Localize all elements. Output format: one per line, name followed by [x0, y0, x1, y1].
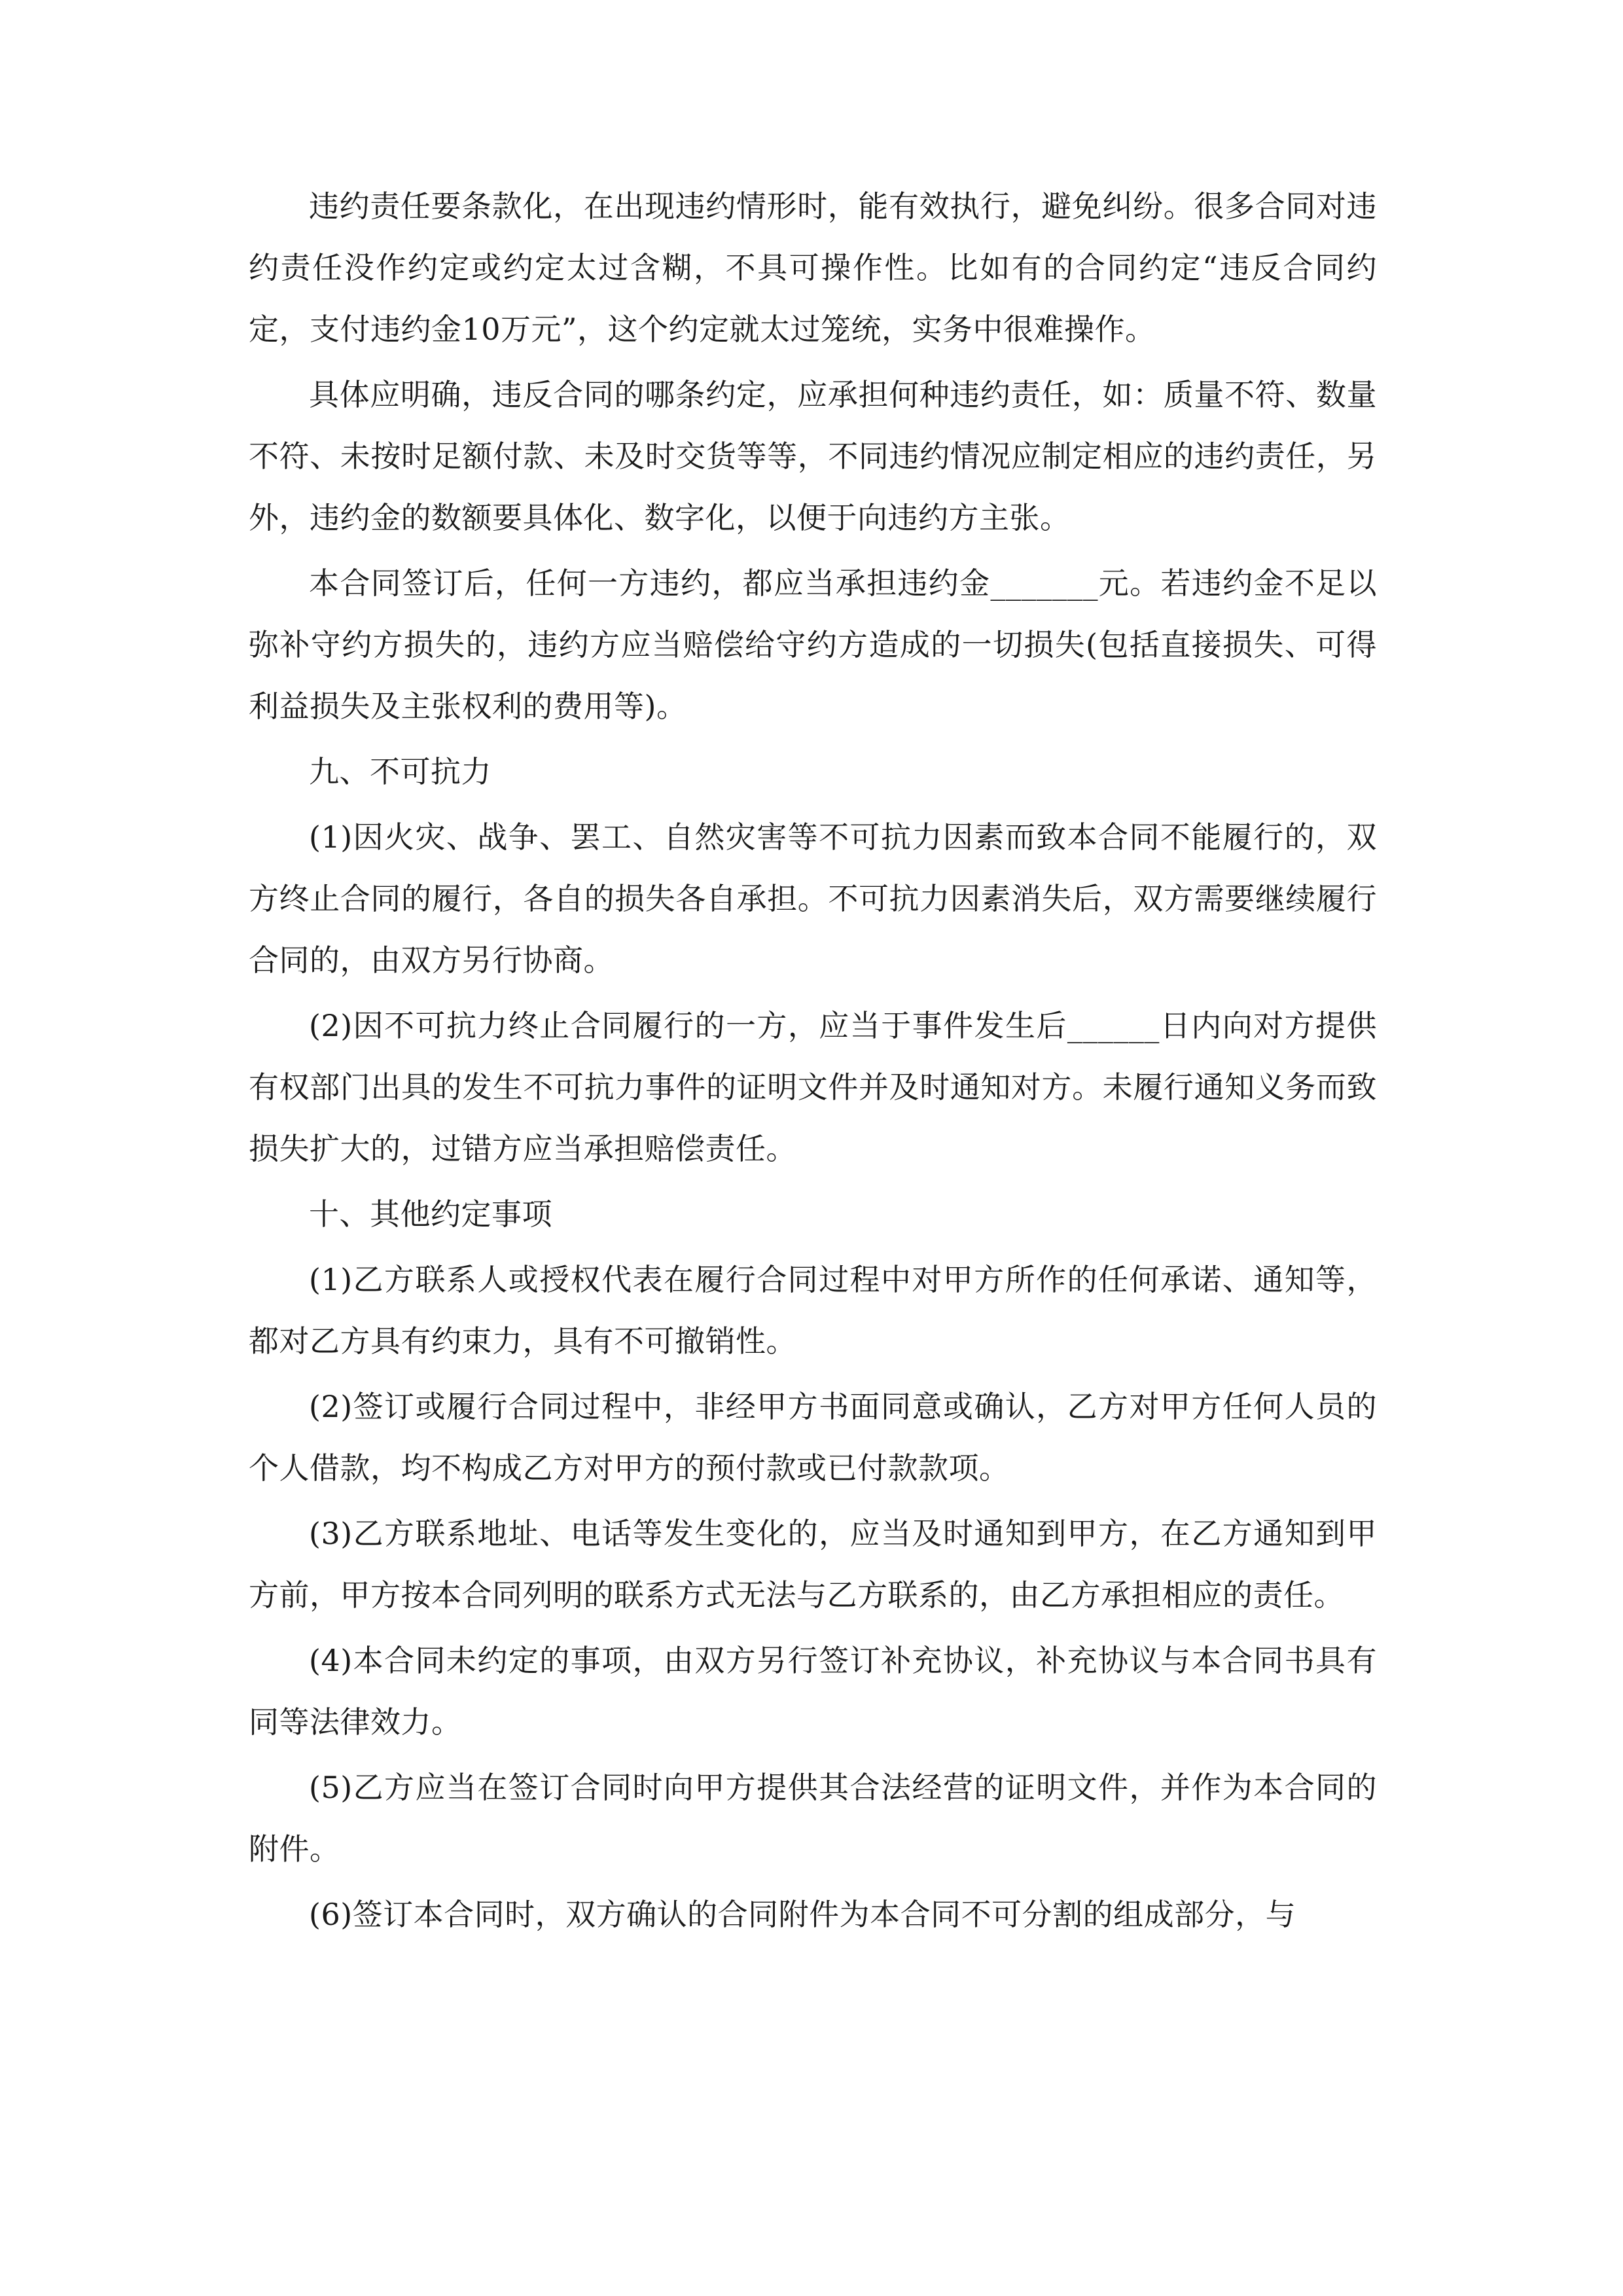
paragraph-other-5: (5)乙方应当在签订合同时向甲方提供其合法经营的证明文件，并作为本合同的附件。: [249, 1770, 1377, 1867]
paragraph-penalty-amount: 本合同签订后，任何一方违约，都应当承担违约金_______元。若违约金不足以弥补守约方损失的，违约方应当赔偿给守约方造成的一切损失(包括直接损失、可得利益损失及主张权利的费用等)。: [249, 565, 1377, 724]
paragraph-force-majeure-2: (2)因不可抗力终止合同履行的一方，应当于事件发生后______日内向对方提供有权部门出具的发生不可抗力事件的证明文件并及时通知对方。未履行通知义务而致损失扩大的，过错方应当承担赔偿责任。: [249, 1008, 1377, 1166]
paragraph-penalty-specifics: 具体应明确，违反合同的哪条约定，应承担何种违约责任，如：质量不符、数量不符、未按时足额付款、未及时交货等等，不同违约情况应制定相应的违约责任，另外，违约金的数额要具体化、数字化，以便于向违约方主张。: [249, 377, 1377, 535]
paragraph-penalty-clauses: 违约责任要条款化，在出现违约情形时，能有效执行，避免纠纷。很多合同对违约责任没作约定或约定太过含糊，不具可操作性。比如有的合同约定“违反合同约定，支付违约金10万元”，这个约定就太过笼统，实务中很难操作。: [249, 188, 1377, 347]
paragraph-other-6: (6)签订本合同时，双方确认的合同附件为本合同不可分割的组成部分，与: [309, 1897, 1296, 1932]
paragraph-other-1: (1)乙方联系人或授权代表在履行合同过程中对甲方所作的任何承诺、通知等，都对乙方具有约束力，具有不可撤销性。: [249, 1262, 1377, 1359]
paragraph-other-3: (3)乙方联系地址、电话等发生变化的，应当及时通知到甲方，在乙方通知到甲方前，甲方按本合同列明的联系方式无法与乙方联系的，由乙方承担相应的责任。: [249, 1516, 1377, 1613]
paragraph-force-majeure-1: (1)因火灾、战争、罢工、自然灾害等不可抗力因素而致本合同不能履行的，双方终止合同的履行，各自的损失各自承担。不可抗力因素消失后，双方需要继续履行合同的，由双方另行协商。: [249, 819, 1377, 978]
document-body: [249, 175, 1377, 1949]
section-heading-force-majeure: 九、不可抗力: [309, 754, 491, 789]
paragraph-other-4: (4)本合同未约定的事项，由双方另行签订补充协议，补充协议与本合同书具有同等法律效力。: [249, 1643, 1377, 1740]
paragraph-other-2: (2)签订或履行合同过程中，非经甲方书面同意或确认，乙方对甲方任何人员的个人借款，均不构成乙方对甲方的预付款或已付款款项。: [249, 1389, 1377, 1486]
section-heading-other-matters: 十、其他约定事项: [309, 1196, 552, 1232]
